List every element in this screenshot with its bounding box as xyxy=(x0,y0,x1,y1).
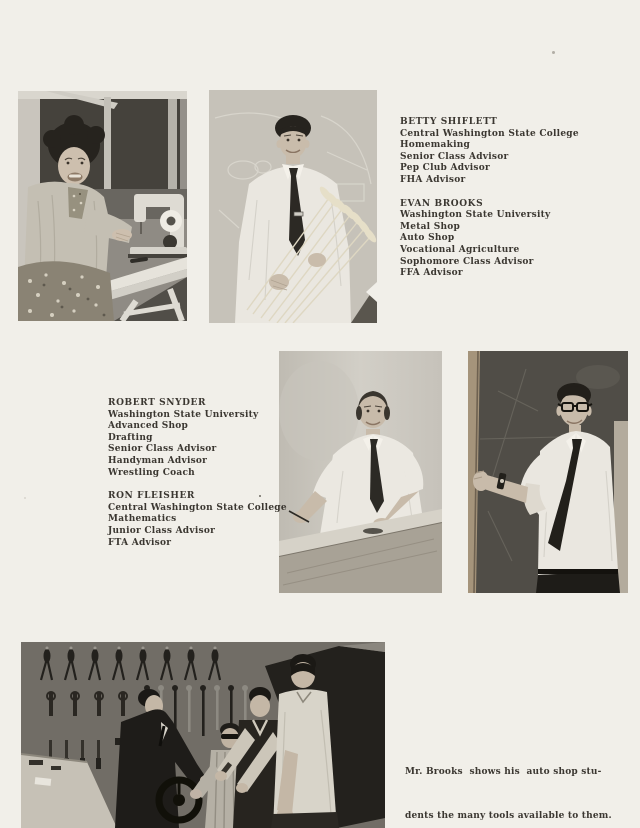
faculty-entry-betty-shiflett xyxy=(400,117,579,187)
faculty-name: RON FLEISHER xyxy=(108,491,196,502)
faculty-detail: Drafting xyxy=(108,432,153,443)
faculty-detail: Auto Shop xyxy=(400,233,455,244)
faculty-detail: FTA Advisor xyxy=(108,537,172,548)
scan-speck xyxy=(552,51,555,54)
photo-man-at-chalkboard xyxy=(468,351,628,593)
faculty-detail: Washington State University xyxy=(400,210,551,221)
faculty-detail: Senior Class Advisor xyxy=(108,444,217,455)
faculty-detail: Senior Class Advisor xyxy=(400,151,509,162)
caption-line-2: dents the many tools available to them. xyxy=(405,810,612,821)
photo-man-with-wheat xyxy=(209,90,377,323)
faculty-detail: Sophomore Class Advisor xyxy=(400,256,534,267)
faculty-column-left xyxy=(108,398,287,549)
faculty-detail: Wrestling Coach xyxy=(108,467,195,478)
faculty-detail: Mathematics xyxy=(108,514,177,525)
caption-line-1: Mr. Brooks shows his auto shop stu- xyxy=(405,767,602,778)
scan-speck xyxy=(24,497,26,499)
faculty-detail: Vocational Agriculture xyxy=(400,244,520,255)
faculty-name: ROBERT SNYDER xyxy=(108,398,207,408)
faculty-column-right xyxy=(400,117,579,280)
faculty-detail: FHA Advisor xyxy=(400,174,466,185)
faculty-detail: FFA Advisor xyxy=(400,268,463,279)
faculty-name: EVAN BROOKS xyxy=(400,198,484,209)
photo-auto-shop-tools xyxy=(21,642,385,828)
faculty-detail: Junior Class Advisor xyxy=(108,525,216,536)
photo-caption xyxy=(405,736,612,828)
faculty-detail: Central Washington State College xyxy=(108,502,287,513)
faculty-detail: Metal Shop xyxy=(400,221,461,232)
photo-sewing-machine xyxy=(18,91,187,321)
faculty-detail: Central Washington State College xyxy=(400,128,579,139)
faculty-detail: Advanced Shop xyxy=(108,421,189,432)
faculty-detail: Pep Club Advisor xyxy=(400,163,490,174)
faculty-detail: Handyman Advisor xyxy=(108,455,208,466)
faculty-entry-evan-brooks xyxy=(400,199,579,280)
faculty-detail: Homemaking xyxy=(400,140,471,151)
faculty-entry-ron-fleisher xyxy=(108,491,287,549)
photo-man-at-desk xyxy=(279,351,442,593)
faculty-name: BETTY SHIFLETT xyxy=(400,117,498,127)
scan-speck xyxy=(259,495,261,497)
faculty-detail: Washington State University xyxy=(108,409,259,420)
faculty-entry-robert-snyder xyxy=(108,398,287,479)
